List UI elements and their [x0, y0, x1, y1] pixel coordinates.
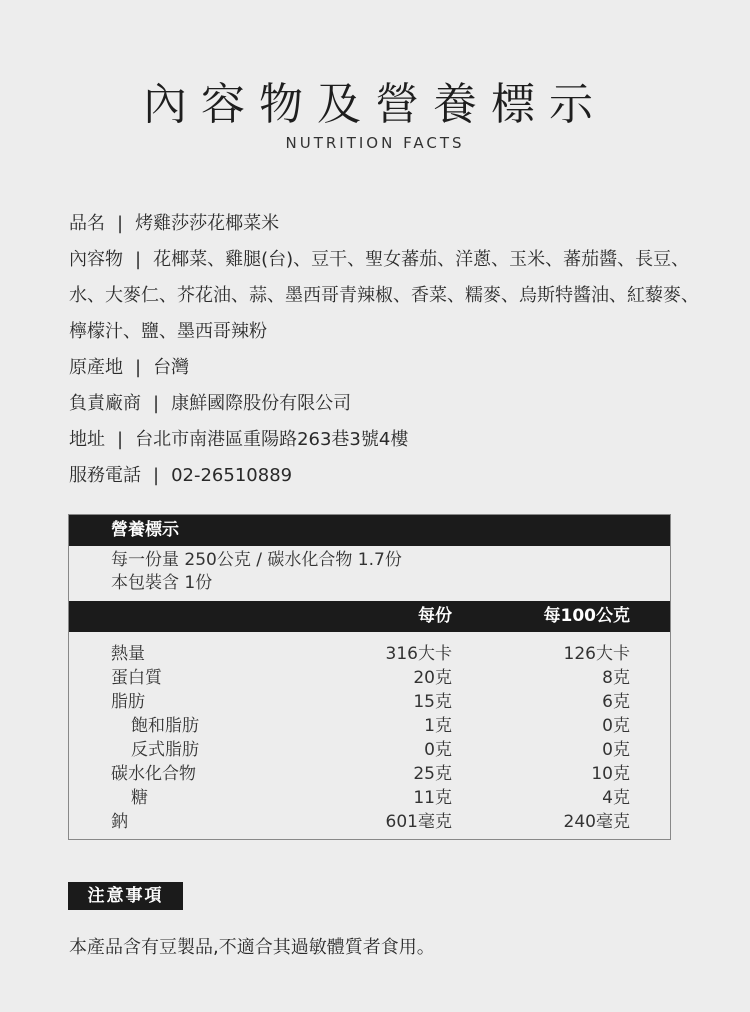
separator: | [135, 357, 142, 378]
nutrient-per-serving: 11克 [413, 788, 452, 808]
nutrient-row-protein [69, 666, 670, 690]
nutrient-per-serving: 25克 [413, 764, 452, 784]
nutrient-name: 蛋白質 [111, 668, 162, 688]
info-row-origin [69, 350, 709, 386]
page-title: 內容物及營養標示 [143, 79, 607, 130]
nutrient-per-100g: 8克 [602, 668, 630, 688]
info-value-continued: 檸檬汁、鹽、墨西哥辣粉 [69, 321, 267, 342]
info-row-ingredients [69, 242, 709, 350]
nutrient-row-calories [69, 642, 670, 666]
separator: | [153, 465, 160, 486]
nutrient-row-saturated-fat [69, 714, 670, 738]
info-label: 地址 [69, 429, 105, 450]
serving-size: 每一份量 250公克 / 碳水化合物 1.7份 [111, 550, 402, 570]
info-row-phone [69, 458, 709, 494]
info-label: 服務電話 [69, 465, 141, 486]
nutrient-name: 脂肪 [111, 692, 145, 712]
product-info [69, 206, 709, 494]
separator: | [117, 429, 124, 450]
col-per-100g: 每100公克 [543, 606, 630, 626]
nutrient-row-carbohydrate [69, 762, 670, 786]
nutrient-name: 糖 [131, 788, 148, 808]
nutrient-name: 飽和脂肪 [131, 716, 199, 736]
info-value: 花椰菜、雞腿(台)、豆干、聖女蕃茄、洋蔥、玉米、蕃茄醬、長豆、 [153, 249, 690, 270]
separator: | [117, 213, 124, 234]
info-value: 02-26510889 [171, 465, 293, 486]
nutrition-table [68, 514, 671, 840]
info-row-product-name [69, 206, 709, 242]
nutrition-heading: 營養標示 [69, 515, 670, 546]
nutrition-rows [69, 632, 670, 834]
nutrient-row-fat [69, 690, 670, 714]
info-label: 負責廠商 [69, 393, 141, 414]
nutrient-row-sugar [69, 786, 670, 810]
info-label: 內容物 [69, 249, 123, 270]
nutrient-per-100g: 240毫克 [563, 812, 630, 832]
nutrient-per-serving: 15克 [413, 692, 452, 712]
separator: | [153, 393, 160, 414]
nutrient-row-trans-fat [69, 738, 670, 762]
info-value: 台北市南港區重陽路263巷3號4樓 [135, 429, 409, 450]
servings-per-package: 本包裝含 1份 [111, 573, 213, 593]
nutrient-per-100g: 6克 [602, 692, 630, 712]
nutrient-per-serving: 1克 [424, 716, 452, 736]
serving-info [69, 546, 670, 601]
info-value: 烤雞莎莎花椰菜米 [135, 213, 280, 234]
separator: | [135, 249, 142, 270]
info-value: 康鮮國際股份有限公司 [171, 393, 352, 414]
nutrition-column-header [69, 601, 670, 632]
nutrient-name: 反式脂肪 [131, 740, 199, 760]
nutrient-name: 熱量 [111, 644, 145, 664]
info-value: 台灣 [153, 357, 190, 378]
nutrient-name: 鈉 [111, 812, 128, 832]
nutrient-per-serving: 20克 [413, 668, 452, 688]
nutrient-per-serving: 316大卡 [385, 644, 452, 664]
caution-label: 注意事項 [68, 882, 183, 910]
nutrient-row-sodium [69, 810, 670, 834]
nutrient-name: 碳水化合物 [111, 764, 196, 784]
info-row-manufacturer [69, 386, 709, 422]
nutrient-per-100g: 0克 [602, 740, 630, 760]
nutrient-per-100g: 126大卡 [563, 644, 630, 664]
caution-text: 本產品含有豆製品,不適合其過敏體質者食用。 [69, 937, 435, 958]
info-value-continued: 水、大麥仁、芥花油、蒜、墨西哥青辣椒、香菜、糯麥、烏斯特醬油、紅藜麥、 [69, 285, 699, 306]
page-subtitle: NUTRITION FACTS [285, 134, 465, 152]
info-row-address [69, 422, 709, 458]
nutrient-per-100g: 4克 [602, 788, 630, 808]
nutrient-per-serving: 601毫克 [385, 812, 452, 832]
nutrient-per-serving: 0克 [424, 740, 452, 760]
col-per-serving: 每份 [418, 606, 452, 626]
nutrient-per-100g: 0克 [602, 716, 630, 736]
info-label: 原產地 [69, 357, 123, 378]
nutrient-per-100g: 10克 [591, 764, 630, 784]
info-label: 品名 [69, 213, 105, 234]
